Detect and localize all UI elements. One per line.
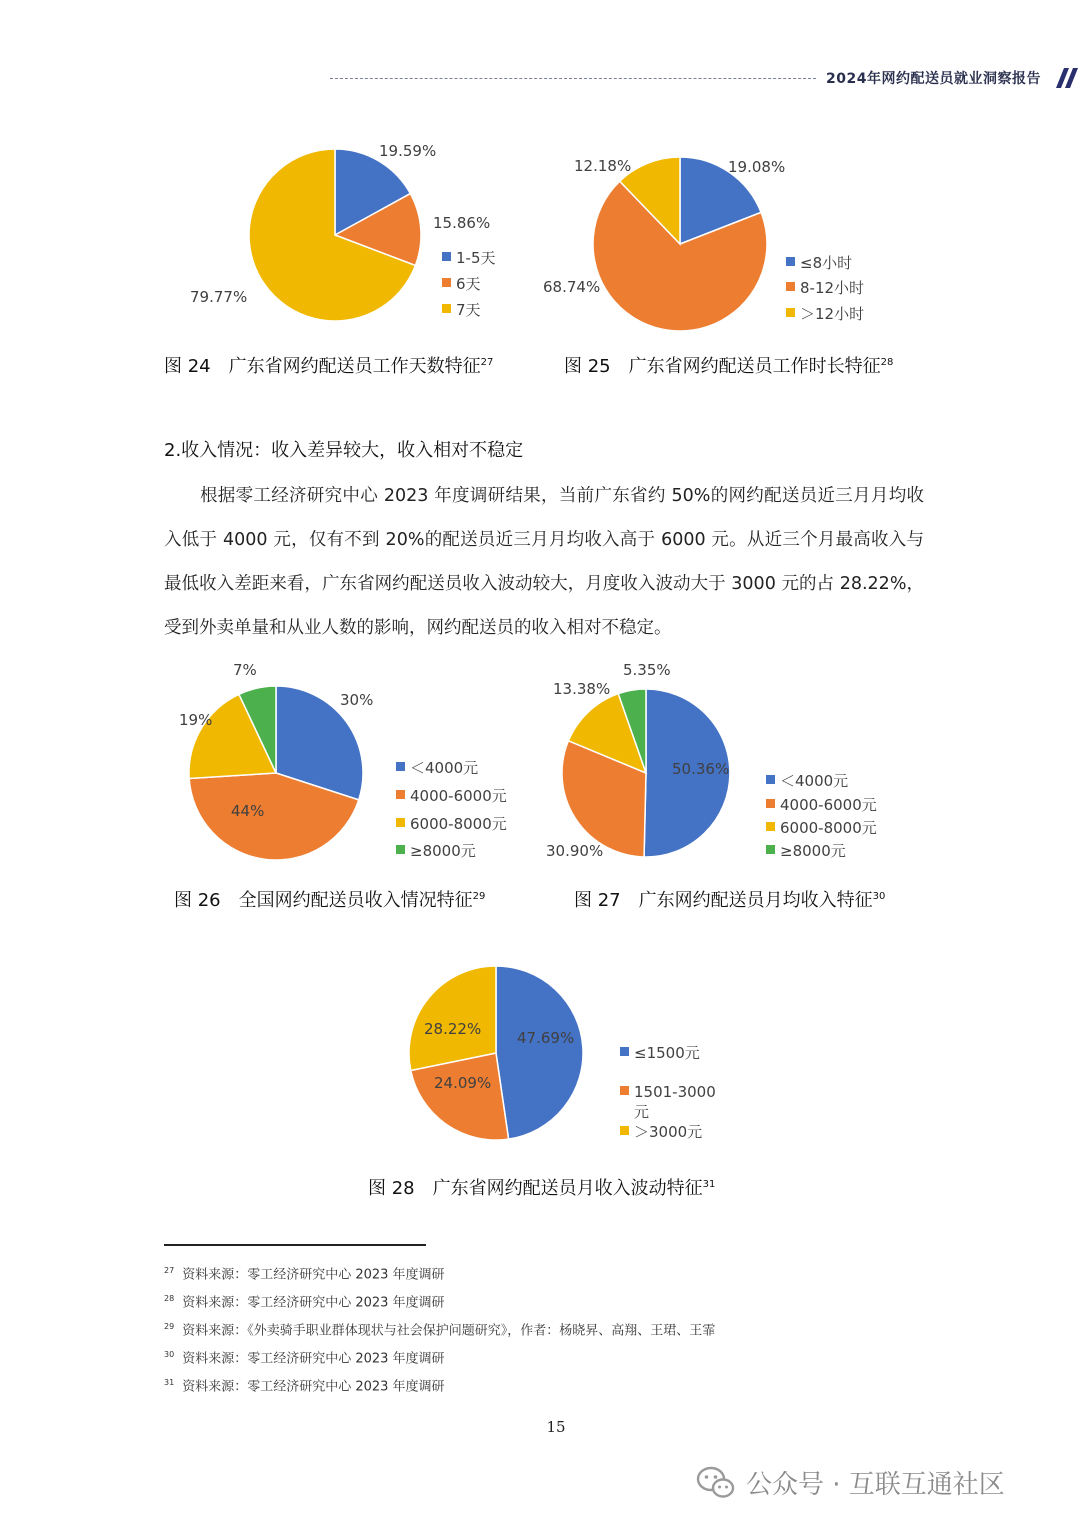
pie-slice bbox=[409, 966, 496, 1070]
legend-label: ＞3000元 bbox=[634, 1123, 703, 1141]
data-label: 19.59% bbox=[379, 142, 437, 160]
pie-chart-fig27 bbox=[540, 655, 920, 870]
legend-label: 4000-6000元 bbox=[780, 796, 877, 814]
data-label: 19.08% bbox=[728, 158, 786, 176]
page-number: 15 bbox=[546, 1418, 566, 1436]
data-label: 50.36% bbox=[672, 760, 730, 778]
footnotes bbox=[164, 1260, 964, 1400]
data-label: 12.18% bbox=[574, 157, 632, 175]
legend-label: 1-5天 bbox=[456, 249, 496, 267]
data-label: 13.38% bbox=[553, 680, 611, 698]
data-label: 7% bbox=[233, 661, 257, 679]
footnote-rule bbox=[164, 1244, 426, 1246]
footnote: $^{31}$ 资料来源：零工经济研究中心 2023 年度调研 bbox=[164, 1378, 445, 1395]
legend-label bbox=[634, 1083, 721, 1121]
legend-swatch bbox=[396, 845, 405, 854]
data-label: 68.74% bbox=[543, 278, 601, 296]
legend-label: ＜4000元 bbox=[410, 759, 479, 777]
footnote: $^{28}$ 资料来源：零工经济研究中心 2023 年度调研 bbox=[164, 1294, 445, 1311]
legend-label: ≤1500元 bbox=[634, 1044, 700, 1062]
figure-caption-28: 图 28 广东省网约配送员月收入波动特征$^{31}$ bbox=[368, 1178, 716, 1199]
pie-chart-fig25 bbox=[530, 140, 930, 340]
legend-label: 6天 bbox=[456, 275, 481, 293]
legend-swatch bbox=[620, 1126, 629, 1135]
data-label: 24.09% bbox=[434, 1074, 492, 1092]
legend-swatch bbox=[396, 818, 405, 827]
legend-label: 6000-8000元 bbox=[410, 815, 507, 833]
legend-label: ≥8000元 bbox=[410, 842, 476, 860]
data-label: 28.22% bbox=[424, 1020, 482, 1038]
data-label: 30% bbox=[340, 691, 374, 709]
pie-chart-fig28 bbox=[400, 960, 740, 1150]
legend-swatch bbox=[766, 799, 775, 808]
legend-label-line: 元 bbox=[634, 1103, 650, 1121]
legend-label: ≥8000元 bbox=[780, 842, 846, 860]
slash-logo-icon bbox=[1050, 66, 1080, 90]
data-label: 47.69% bbox=[517, 1029, 575, 1047]
legend-swatch bbox=[766, 822, 775, 831]
pie-chart-fig24 bbox=[150, 130, 550, 340]
legend-label: ＞12小时 bbox=[800, 305, 865, 323]
legend-swatch bbox=[620, 1086, 629, 1095]
pie-slice bbox=[496, 966, 583, 1139]
legend-swatch bbox=[442, 304, 451, 313]
legend-swatch bbox=[766, 845, 775, 854]
legend-label: ＜4000元 bbox=[780, 772, 849, 790]
legend-swatch bbox=[442, 278, 451, 287]
data-label: 5.35% bbox=[623, 661, 671, 679]
figure-caption-27: 图 27 广东网约配送员月均收入特征$^{30}$ bbox=[574, 890, 886, 911]
data-label: 44% bbox=[231, 802, 265, 820]
footnote: $^{30}$ 资料来源：零工经济研究中心 2023 年度调研 bbox=[164, 1350, 445, 1367]
section-title: 2.收入情况：收入差异较大，收入相对不稳定 bbox=[164, 440, 524, 461]
figure-caption-26: 图 26 全国网约配送员收入情况特征$^{29}$ bbox=[174, 890, 486, 911]
data-label: 30.90% bbox=[546, 842, 604, 860]
data-label: 19% bbox=[179, 711, 213, 729]
legend-label: ≤8小时 bbox=[800, 254, 853, 272]
legend-label: 6000-8000元 bbox=[780, 819, 877, 837]
figure-caption-25: 图 25 广东省网约配送员工作时长特征$^{28}$ bbox=[564, 356, 894, 377]
data-label: 79.77% bbox=[190, 288, 248, 306]
header-rule bbox=[330, 78, 816, 79]
legend-label: 8-12小时 bbox=[800, 279, 865, 297]
legend-swatch bbox=[786, 308, 795, 317]
legend-swatch bbox=[766, 775, 775, 784]
legend-label: 4000-6000元 bbox=[410, 787, 507, 805]
footnote: $^{29}$ 资料来源：《外卖骑手职业群体现状与社会保护问题研究》，作者：杨晓昇、高翔、王珺、王霏 bbox=[164, 1322, 716, 1339]
watermark: 公众号 · 互联互通社区 bbox=[696, 1462, 1005, 1502]
footnote: $^{27}$ 资料来源：零工经济研究中心 2023 年度调研 bbox=[164, 1266, 445, 1283]
body-paragraph: 根据零工经济研究中心 2023 年度调研结果，当前广东省约 50%的网约配送员近三月月均收入低于 4000 元，仅有不到 20%的配送员近三月月均收入高于 6000 元。从近三个月最高收入与最低收入差距来看，广东省网约配送员收入波动较大，月度收入波动大于 3000 元的占 28.22%，受到外卖单量和从业人数的影响，网约配送员的收入相对不稳定。 bbox=[164, 486, 924, 638]
wechat-icon bbox=[696, 1465, 736, 1499]
legend-swatch bbox=[786, 257, 795, 266]
data-label: 15.86% bbox=[433, 214, 491, 232]
legend-label: 7天 bbox=[456, 301, 481, 319]
figure-caption-24: 图 24 广东省网约配送员工作天数特征$^{27}$ bbox=[164, 356, 494, 377]
pie-chart-fig26 bbox=[170, 655, 550, 870]
legend-label-line: 1501-3000 bbox=[634, 1083, 716, 1101]
legend-swatch bbox=[396, 790, 405, 799]
legend-swatch bbox=[620, 1047, 629, 1056]
legend-swatch bbox=[442, 252, 451, 261]
legend-swatch bbox=[786, 282, 795, 291]
report-title: 2024年网约配送员就业洞察报告 bbox=[826, 71, 1041, 87]
legend-swatch bbox=[396, 762, 405, 771]
